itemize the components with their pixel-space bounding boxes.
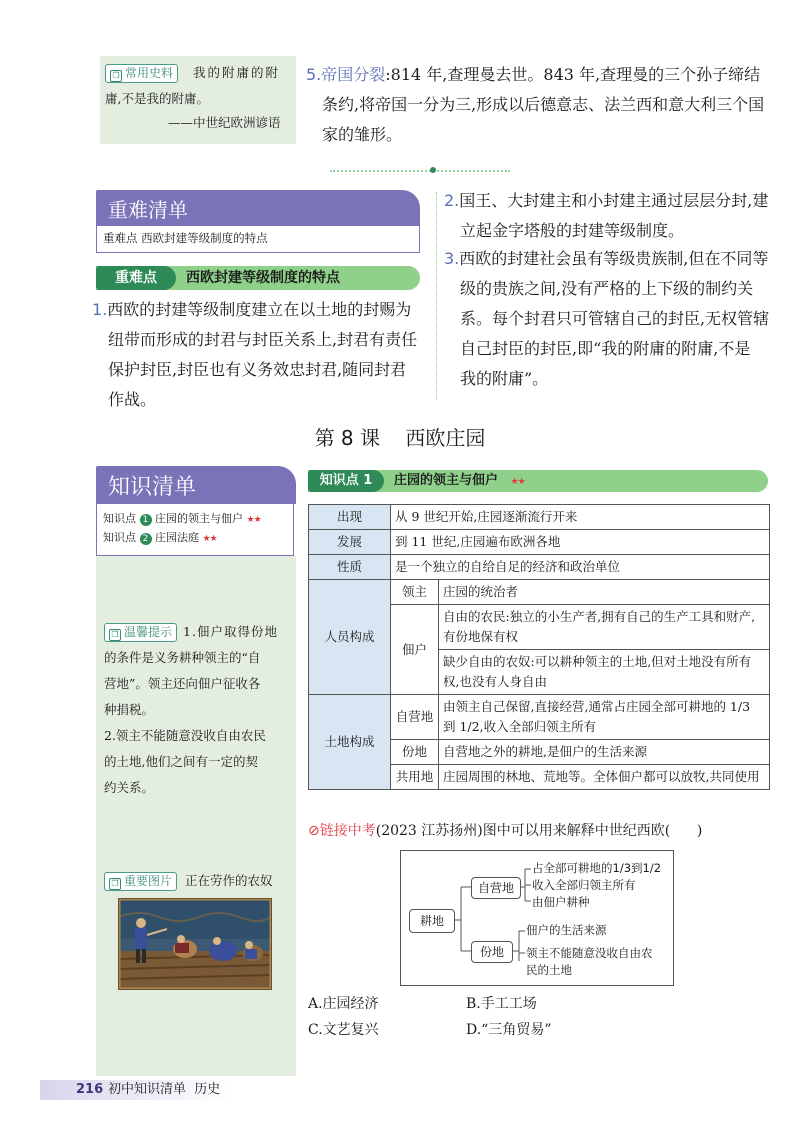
option-d: D.“三角贸易” — [466, 1022, 552, 1038]
sub-header-common: 共用地 — [391, 765, 439, 790]
scroll-icon: ❐ — [110, 70, 122, 82]
tip-tag: ❐ 温馨提示 — [104, 623, 177, 642]
cell-share: 自营地之外的耕地,是佃户的生活来源 — [439, 740, 770, 765]
image-tag: ❐ 重要图片 — [104, 872, 177, 891]
key-point-pill: 重难点 — [96, 266, 176, 290]
farmland-diagram — [400, 850, 674, 986]
diagram-node-demesne: 自营地 — [471, 877, 521, 899]
diagram-demesne-1: 占全部可耕地的1/3到1/2 — [532, 861, 662, 875]
key-para-3: 3.西欧的封建社会虽有等级贵族制,但在不同等 级的贵族之间,没有严格的上下级的制约关 系。每个封君只可管辖自己的封臣,无权管辖 自己封臣的封臣,即“我的附庸的附庸,不是 我的附庸”。 — [444, 249, 770, 388]
picture-icon: ❐ — [109, 878, 121, 890]
table-row — [309, 695, 770, 740]
item5: 5.帝国分裂:814 年,查理曼去世。843 年,查理曼的三个孙子缔结 条约,将帝国一分为三,形成以后德意志、法兰西和意大利三个国 家的雏形。 — [306, 65, 765, 144]
key-point-heading: 西欧封建等级制度的特点 — [186, 270, 340, 286]
table-row — [309, 505, 770, 530]
cell-tenant-free: 自由的农民:独立的小生产者,拥有自己的生产工具和财产,有份地保有权 — [439, 605, 770, 650]
option-a: A.庄园经济 — [308, 996, 379, 1012]
row-header-nature: 性质 — [309, 555, 391, 580]
cell-tenant-serf: 缺少自由的农奴:可以耕种领主的土地,但对土地没有所有权,也没有人身自由 — [439, 650, 770, 695]
tip-block: ❐ 温馨提示 1.佃户取得份地 的条件是义务耕种领主的“自 营地”。领主还向佃户征收各 种捐税。 2.领主不能随意没收自由农民 的土地,他们之间有一定的契 约关系。 — [104, 624, 278, 795]
option-b: B.手工工场 — [466, 996, 537, 1012]
cell-lord: 庄园的统治者 — [439, 580, 770, 605]
table-row — [309, 530, 770, 555]
diagram-share-1: 佃户的生活来源 — [526, 923, 607, 937]
link-label: 链接中考 — [319, 823, 376, 839]
link-icon: ⊘ — [308, 823, 320, 839]
manor-table-wrap — [308, 504, 770, 790]
row-header-land: 土地构成 — [309, 695, 391, 790]
point1-title: 庄园的领主与佃户 ★★ — [394, 473, 525, 488]
diagram-root: 耕地 — [409, 909, 455, 933]
key-list-entry: 重难点 西欧封建等级制度的特点 — [96, 226, 420, 253]
table-row — [309, 580, 770, 605]
row-header-develop: 发展 — [309, 530, 391, 555]
quote-tag: ❐ 常用史料 — [105, 62, 178, 83]
image-tag-row: ❐ 重要图片 正在劳作的农奴 — [104, 871, 273, 891]
sub-header-demesne: 自营地 — [391, 695, 439, 740]
row-header-appear: 出现 — [309, 505, 391, 530]
bulb-icon: ❐ — [109, 629, 121, 641]
cell-appear: 从 9 世纪开始,庄园逐渐流行开来 — [391, 505, 770, 530]
lesson-title: 第 8 课 西欧庄园 — [314, 426, 486, 450]
quote-line1: 我的附庸的附 — [193, 65, 281, 80]
knowledge-list-body — [96, 504, 294, 556]
sub-header-lord: 领主 — [391, 580, 439, 605]
cell-develop: 到 11 世纪,庄园遍布欧洲各地 — [391, 530, 770, 555]
question: ⊘链接中考(2023 江苏扬州)图中可以用来解释中世纪西欧( ) — [308, 823, 703, 839]
knowledge-list-header: 知识清单 — [96, 466, 296, 504]
row-header-people: 人员构成 — [309, 580, 391, 695]
section-divider — [330, 170, 510, 172]
diagram-share-3: 民的土地 — [526, 963, 572, 977]
quote-source: ——中世纪欧洲谚语 — [168, 115, 281, 130]
sub-header-tenant: 佃户 — [391, 605, 439, 695]
footer-title: 初中知识清单 历史 — [108, 1082, 221, 1097]
knowledge-entry-2: 知识点 2 庄园法庭 ★★ — [103, 531, 217, 544]
diagram-demesne-3: 由佃户耕种 — [532, 895, 590, 909]
knowledge-entry-1: 知识点 1 庄园的领主与佃户 ★★ — [103, 512, 261, 525]
cell-nature: 是一个独立的自给自足的经济和政治单位 — [391, 555, 770, 580]
diagram-share-2: 领主不能随意没收自由农 — [526, 946, 653, 960]
cell-common: 庄园周围的林地、荒地等。全体佃户都可以放牧,共同使用 — [439, 765, 770, 790]
key-list-header: 重难清单 — [96, 190, 420, 226]
diagram-node-share: 份地 — [471, 941, 513, 963]
footer-page: 216 — [76, 1082, 104, 1097]
serf-painting — [118, 898, 272, 990]
point1-pill: 知识点 1 — [308, 470, 384, 492]
key-para-1: 1.西欧的封建等级制度建立在以土地的封赐为 纽带而形成的封君与封臣关系上,封君有责任 保护封臣,封臣也有义务效忠封君,随同封君 作战。 — [92, 300, 418, 409]
table-row — [309, 555, 770, 580]
cell-demesne: 由领主自己保留,直接经营,通常占庄园全部可耕地的 1/3 到 1/2,收入全部归领主所有 — [439, 695, 770, 740]
divider-dot — [430, 167, 436, 173]
key-para-2: 2.国王、大封建主和小封建主通过层层分封,建 立起金字塔般的封建等级制度。 — [444, 191, 769, 240]
serf-painting-graphic — [119, 899, 271, 989]
sub-header-share: 份地 — [391, 740, 439, 765]
column-divider — [436, 192, 437, 400]
diagram-demesne-2: 收入全部归领主所有 — [532, 878, 636, 892]
quote-line2: 庸,不是我的附庸。 — [105, 91, 209, 106]
manor-table — [308, 504, 770, 790]
option-c: C.文艺复兴 — [308, 1022, 379, 1038]
